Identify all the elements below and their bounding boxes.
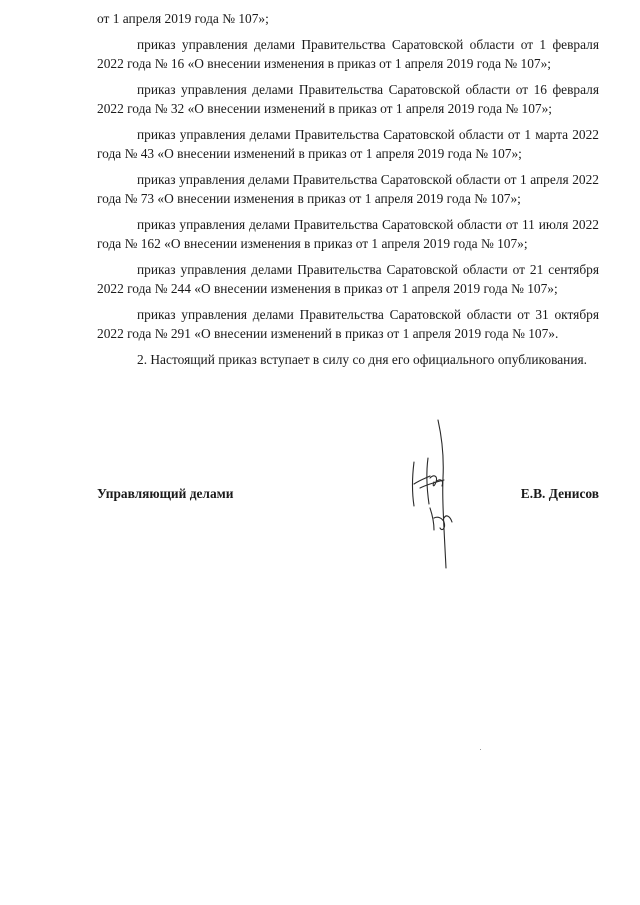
scan-speck [480,749,481,750]
paragraph-order-2022-162: приказ управления делами Правительства Саратовской области от 11 июля 2022 года № 162 «О внесении изменения в приказ от 1 апреля 2019 года № 107»; [97,217,599,251]
paragraph-continuation: от 1 апреля 2019 года № 107»; [97,11,269,26]
paragraph-order-2022-32: приказ управления делами Правительства Саратовской области от 16 февраля 2022 года № 32 «О внесении изменений в приказ от 1 апреля 2019 года № 107»; [97,82,599,116]
paragraph-order-2022-244: приказ управления делами Правительства Саратовской области от 21 сентября 2022 года № 244 «О внесении изменения в приказ от 1 апреля 2019 года № 107»; [97,262,599,296]
document-body [97,9,599,376]
signature-block [97,486,599,508]
paragraph-effective-clause: 2. Настоящий приказ вступает в силу со дня его официального опубликования. [137,352,587,367]
paragraph-order-2022-291: приказ управления делами Правительства Саратовской области от 31 октября 2022 года № 291 «О внесении изменений в приказ от 1 апреля 2019 года № 107». [97,307,599,341]
signer-position: Управляющий делами [97,486,234,501]
paragraph-order-2022-16: приказ управления делами Правительства Саратовской области от 1 февраля 2022 года № 16 «О внесении изменения в приказ от 1 апреля 2019 года № 107»; [97,37,599,71]
paragraph-order-2022-73: приказ управления делами Правительства Саратовской области от 1 апреля 2022 года № 73 «О внесении изменения в приказ от 1 апреля 2019 года № 107»; [97,172,599,206]
signer-name: Е.В. Денисов [520,486,599,501]
paragraph-order-2022-43: приказ управления делами Правительства Саратовской области от 1 марта 2022 года № 43 «О внесении изменений в приказ от 1 апреля 2019 года № 107»; [97,127,599,161]
